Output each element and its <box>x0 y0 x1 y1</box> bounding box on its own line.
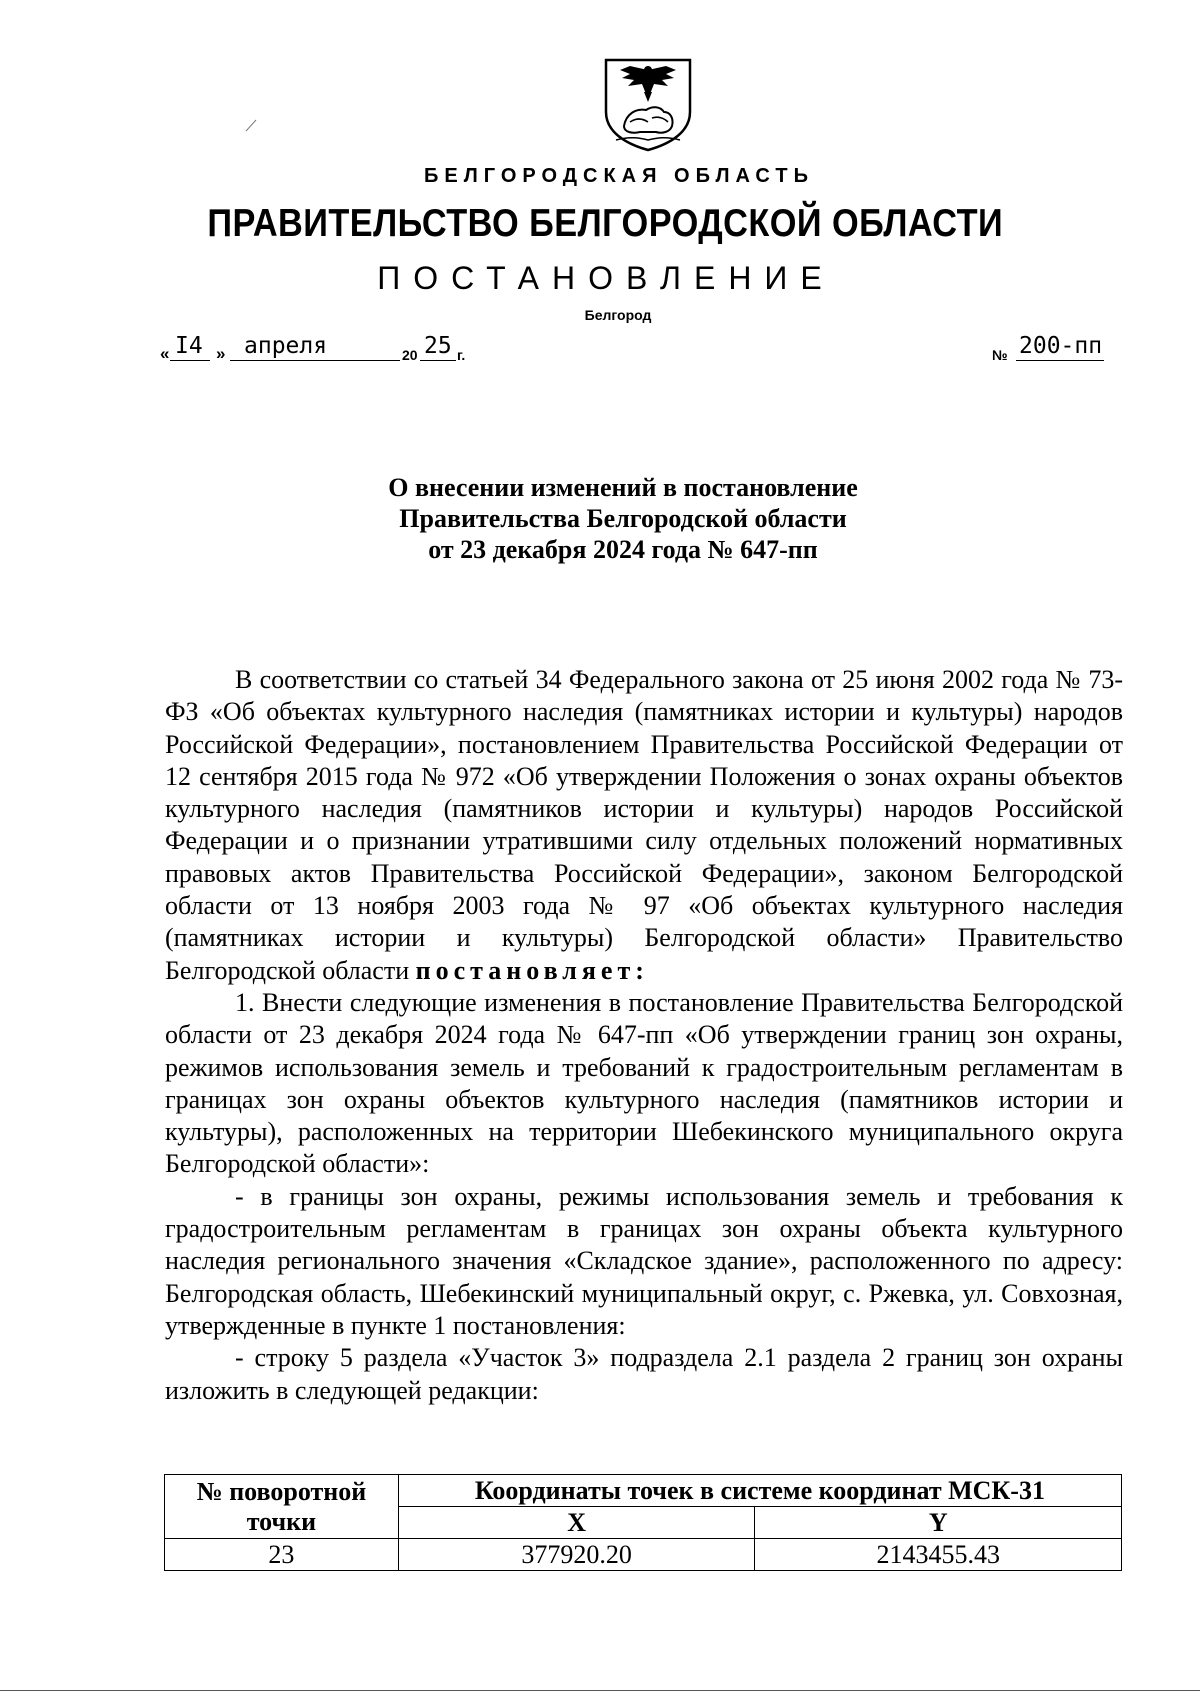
date-month: апреля <box>244 333 328 359</box>
cell-y: 2143455.43 <box>755 1539 1122 1571</box>
preamble-paragraph <box>165 664 1123 987</box>
cell-point: 23 <box>165 1539 399 1571</box>
stray-pen-mark <box>244 118 258 132</box>
date-number-line <box>160 333 1105 367</box>
year-suffix: 25 <box>424 333 452 359</box>
preamble-text: В соответствии со статьей 34 Федерального закона от 25 июня 2002 года № 73-ФЗ «Об объектах культурного наследия (памятниках истории и культуры) народов Российской Федерации», постановлением Правительства Российской Федерации от 12 сентября 2015 года № 972 «Об утверждении Положения о зонах охраны объектов культурного наследия (памятников истории и культуры) народов Российской Федерации и о признании утратившими силу отдельных положений нормативных правовых актов Правительства Российской Федерации», законом Белгородской области от 13 ноября 2003 года № 97 «Об объектах культурного наследия (памятниках истории и культуры) Белгородской области» Правительство Белгородской области <box>165 665 1123 985</box>
header-point-number: № поворотной точки <box>165 1475 399 1539</box>
coat-of-arms-emblem <box>600 56 696 152</box>
scan-edge-line <box>0 1690 1200 1691</box>
amendment-paragraph: - в границы зон охраны, режимы использования земель и требования к градостроительным регламентам в границах зон охраны объекта культурного наследия регионального значения «Складское здание», расположенного по адресу: Белгородская область, Шебекинский муниципальный округ, с. Ржевка, ул. Совхозная, утвержденные в пункте 1 постановления: <box>165 1181 1123 1340</box>
table-row <box>165 1539 1122 1571</box>
month-underline <box>230 360 400 361</box>
government-name: ПРАВИТЕЛЬСТВО БЕЛГОРОДСКОЙ ОБЛАСТИ <box>207 202 1004 245</box>
row-replacement-paragraph: - строку 5 раздела «Участок 3» подраздела 2.1 раздела 2 границ зон охраны изложить в следующей редакции: <box>165 1343 1123 1405</box>
document-type: ПОСТАНОВЛЕНИЕ <box>377 260 835 296</box>
coordinates-table <box>164 1474 1122 1571</box>
header-coordinates: Координаты точек в системе координат МСК-31 <box>398 1475 1121 1507</box>
document-title <box>0 472 1200 565</box>
number-label: № <box>992 347 1008 363</box>
header-x: X <box>398 1507 755 1539</box>
resolves-word: постановляет: <box>415 955 649 985</box>
cell-x: 377920.20 <box>398 1539 755 1571</box>
region-name: БЕЛГОРОДСКАЯ ОБЛАСТЬ <box>424 165 814 187</box>
year-underline <box>420 360 456 361</box>
day-underline <box>170 360 210 361</box>
date-open-quote: « <box>160 344 170 363</box>
document-body <box>165 664 1123 1407</box>
title-line-3: от 23 декабря 2024 года № 647-пп <box>428 535 818 564</box>
city-name: Белгород <box>584 307 652 323</box>
title-line-2: Правительства Белгородской области <box>399 504 847 533</box>
decree-number: 200-пп <box>1019 333 1103 359</box>
date-day: I4 <box>175 333 203 359</box>
item-1-paragraph: 1. Внести следующие изменения в постановление Правительства Белгородской области от 23 декабря 2024 года № 647-пп «Об утверждении границ зон охраны, режимов использования земель и требований к градостроительным регламентам в границах зон охраны объектов культурного наследия (памятников истории и культуры), расположенных на территории Шебекинского муниципального округа Белгородской области»: <box>165 987 1123 1179</box>
title-line-1: О внесении изменений в постановление <box>388 473 858 502</box>
number-underline <box>1016 360 1104 361</box>
year-label: г. <box>457 347 466 363</box>
date-close-quote: » <box>216 344 226 363</box>
header-y: Y <box>755 1507 1122 1539</box>
year-prefix: 20 <box>402 347 418 363</box>
